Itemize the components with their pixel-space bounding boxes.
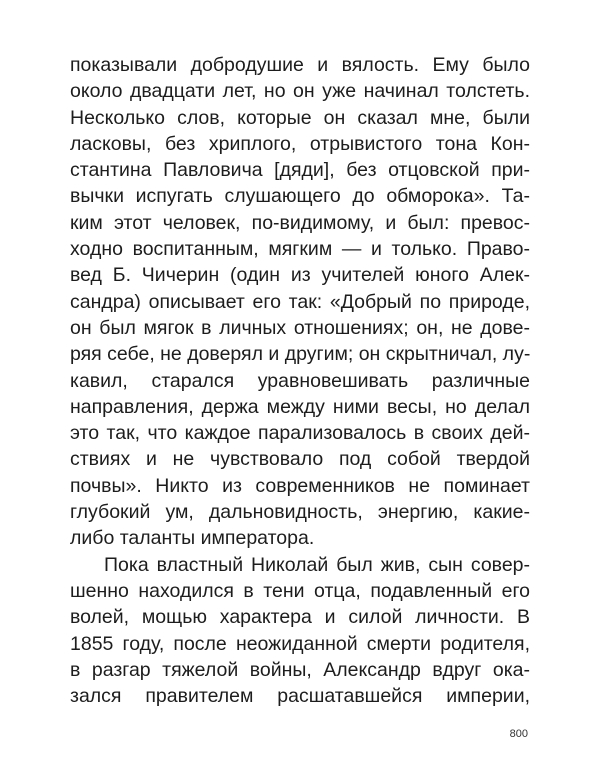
text-line: вед Б. Чичерин (один из учителей юного Алек- (70, 264, 530, 287)
text-line: это так, что каждое парализовалось в своих дей- (70, 422, 530, 445)
text-line: шенно находился в тени отца, подавленный его (70, 579, 530, 602)
text-line: направления, держа между ними весы, но делал (70, 395, 530, 418)
text-line: волей, мощью характера и силой личности. В (70, 606, 530, 629)
text-line: сандра) описывает его так: «Добрый по природе, (70, 290, 530, 313)
text-line: почвы». Никто из современников не поминает (70, 474, 530, 497)
text-line: глубокий ум, дальновидность, энергию, какие- (70, 501, 530, 524)
page-number: 800 (509, 728, 528, 740)
text-line: вычки испугать слушающего до обморока». Та- (70, 185, 530, 208)
text-line: ласковы, без хриплого, отрывистого тона Кон- (70, 132, 530, 155)
body-text (70, 52, 530, 709)
text-line: ряя себе, не доверял и другим; он скрытничал, лу- (70, 343, 530, 366)
text-line: он был мягок в личных отношениях; он, не дове- (70, 316, 530, 339)
text-line: ходно воспитанным, мягким — и только. Право- (70, 238, 530, 261)
text-line: кавил, старался уравновешивать различные (70, 369, 530, 392)
text-line: стантина Павловича [дяди], без отцовской при- (70, 159, 530, 182)
text-line: ким этот человек, по-видимому, и был: превос- (70, 211, 530, 234)
text-line: в разгар тяжелой войны, Александр вдруг ока- (70, 658, 530, 681)
text-line: Несколько слов, которые он сказал мне, были (70, 106, 530, 129)
text-line: 1855 году, после неожиданной смерти родителя, (70, 632, 530, 655)
text-line-paragraph-start: Пока властный Николай был жив, сын совер- (104, 553, 530, 576)
text-line: показывали добродушие и вялость. Ему было (70, 54, 530, 76)
text-line: зался правителем расшатавшейся империи, (70, 685, 530, 708)
text-line-paragraph-end: либо таланты императора. (70, 527, 315, 550)
text-line: ствиях и не чувствовало под собой твердой (70, 448, 530, 471)
text-line: около двадцати лет, но он уже начинал толстеть. (70, 80, 530, 103)
